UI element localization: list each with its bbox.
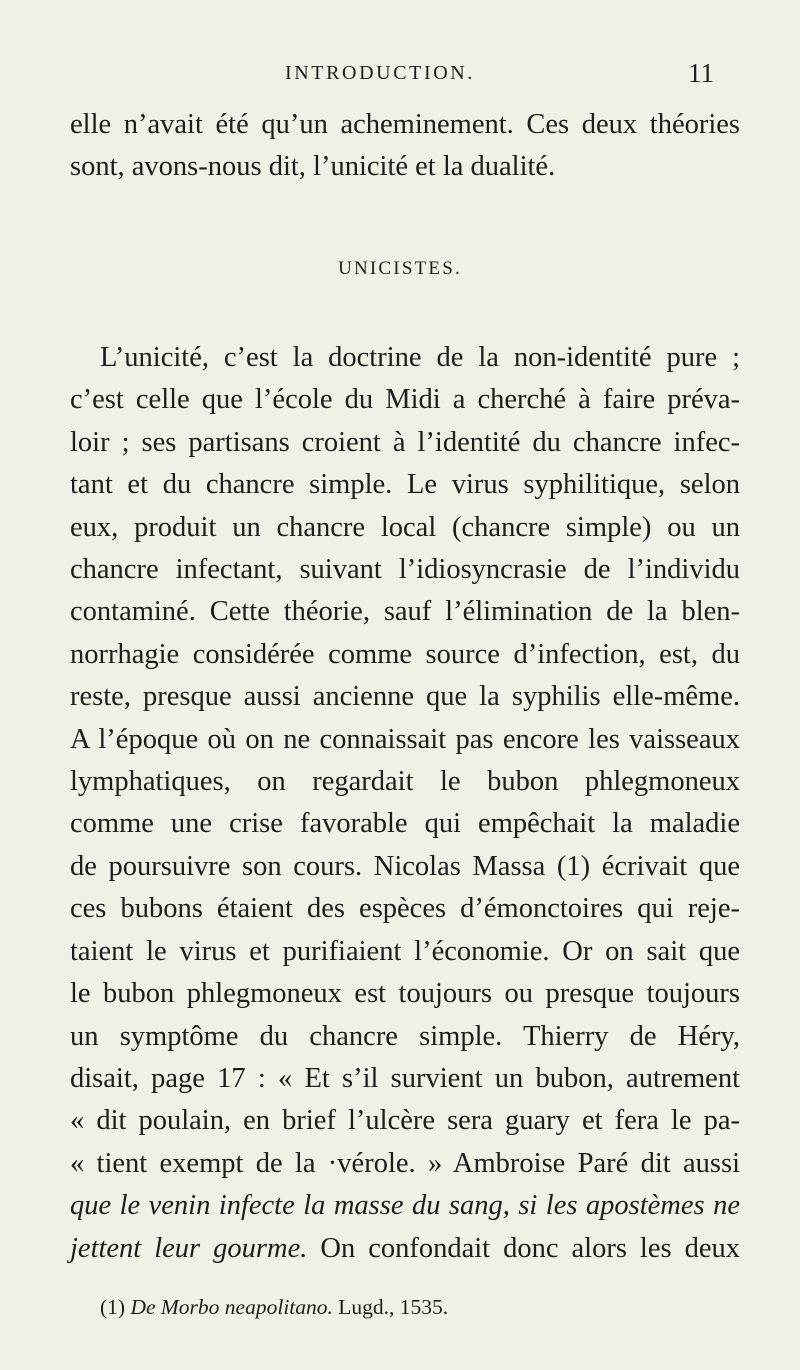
text-line: norrhagie considérée comme source d’infection, est, du [70, 638, 740, 670]
text-line: c’est celle que l’école du Midi a cherché à faire préva- [70, 384, 740, 416]
text-line: disait, page 17 : « Et s’il survient un bubon, autrement [70, 1062, 740, 1094]
main-paragraph [70, 337, 740, 1270]
text-line: un symptôme du chancre simple. Thierry de Héry, [70, 1020, 740, 1052]
text-line: sont, avons-nous dit, l’unicité et la dualité. [70, 151, 556, 183]
text-line: contaminé. Cette théorie, sauf l’élimination de la blen- [70, 596, 740, 628]
text-line: « dit poulain, en brief l’ulcère sera guary et fera le pa- [70, 1105, 740, 1137]
text-line: lymphatiques, on regardait le bubon phlegmoneux [70, 766, 740, 798]
text-line: eux, produit un chancre local (chancre simple) ou un [70, 511, 740, 543]
footnote-title: De Morbo neapolitano. [130, 1295, 333, 1319]
text-line: comme une crise favorable qui empêchait la maladie [70, 808, 740, 840]
running-title: INTRODUCTION. [285, 62, 475, 84]
section-heading: UNICISTES. [338, 258, 462, 279]
text-line: A l’époque où on ne connaissait pas encore les vaisseaux [70, 723, 740, 755]
running-head [0, 58, 800, 98]
text-line: tant et du chancre simple. Le virus syphilitique, selon [70, 469, 740, 501]
text-line: elle n’avait été qu’un acheminement. Ces deux théories [70, 109, 740, 140]
text-line: de poursuivre son cours. Nicolas Massa (1) écrivait que [70, 850, 740, 882]
text-line: ces bubons étaient des espèces d’émonctoires qui reje- [70, 893, 740, 925]
intro-paragraph [70, 104, 740, 189]
footnote [100, 1295, 740, 1320]
text-line: le bubon phlegmoneux est toujours ou presque toujours [70, 978, 740, 1010]
italic-text: que le venin infecte la masse du sang, si les apostèmes ne [70, 1190, 740, 1222]
text-run: On confondait donc alors les deux [307, 1232, 740, 1264]
text-line: reste, presque aussi ancienne que la syphilis elle-même. [70, 681, 740, 713]
page-number: 11 [688, 58, 714, 88]
footnote-marker: (1) [100, 1295, 131, 1319]
italic-text: jettent leur gourme. [70, 1232, 308, 1264]
text-line: loir ; ses partisans croient à l’identité du chancre infec- [70, 426, 740, 458]
text-line: chancre infectant, suivant l’idiosyncrasie de l’individu [70, 554, 740, 586]
text-line [70, 1228, 740, 1270]
text-line: L’unicité, c’est la doctrine de la non-identité pure ; [100, 342, 740, 373]
text-line: taient le virus et purifiaient l’économie. Or on sait que [70, 935, 740, 967]
text-line [70, 1185, 740, 1227]
footnote-text: Lugd., 1535. [332, 1295, 449, 1319]
text-line: « tient exempt de la ·vérole. » Ambroise Paré dit aussi [70, 1147, 740, 1179]
